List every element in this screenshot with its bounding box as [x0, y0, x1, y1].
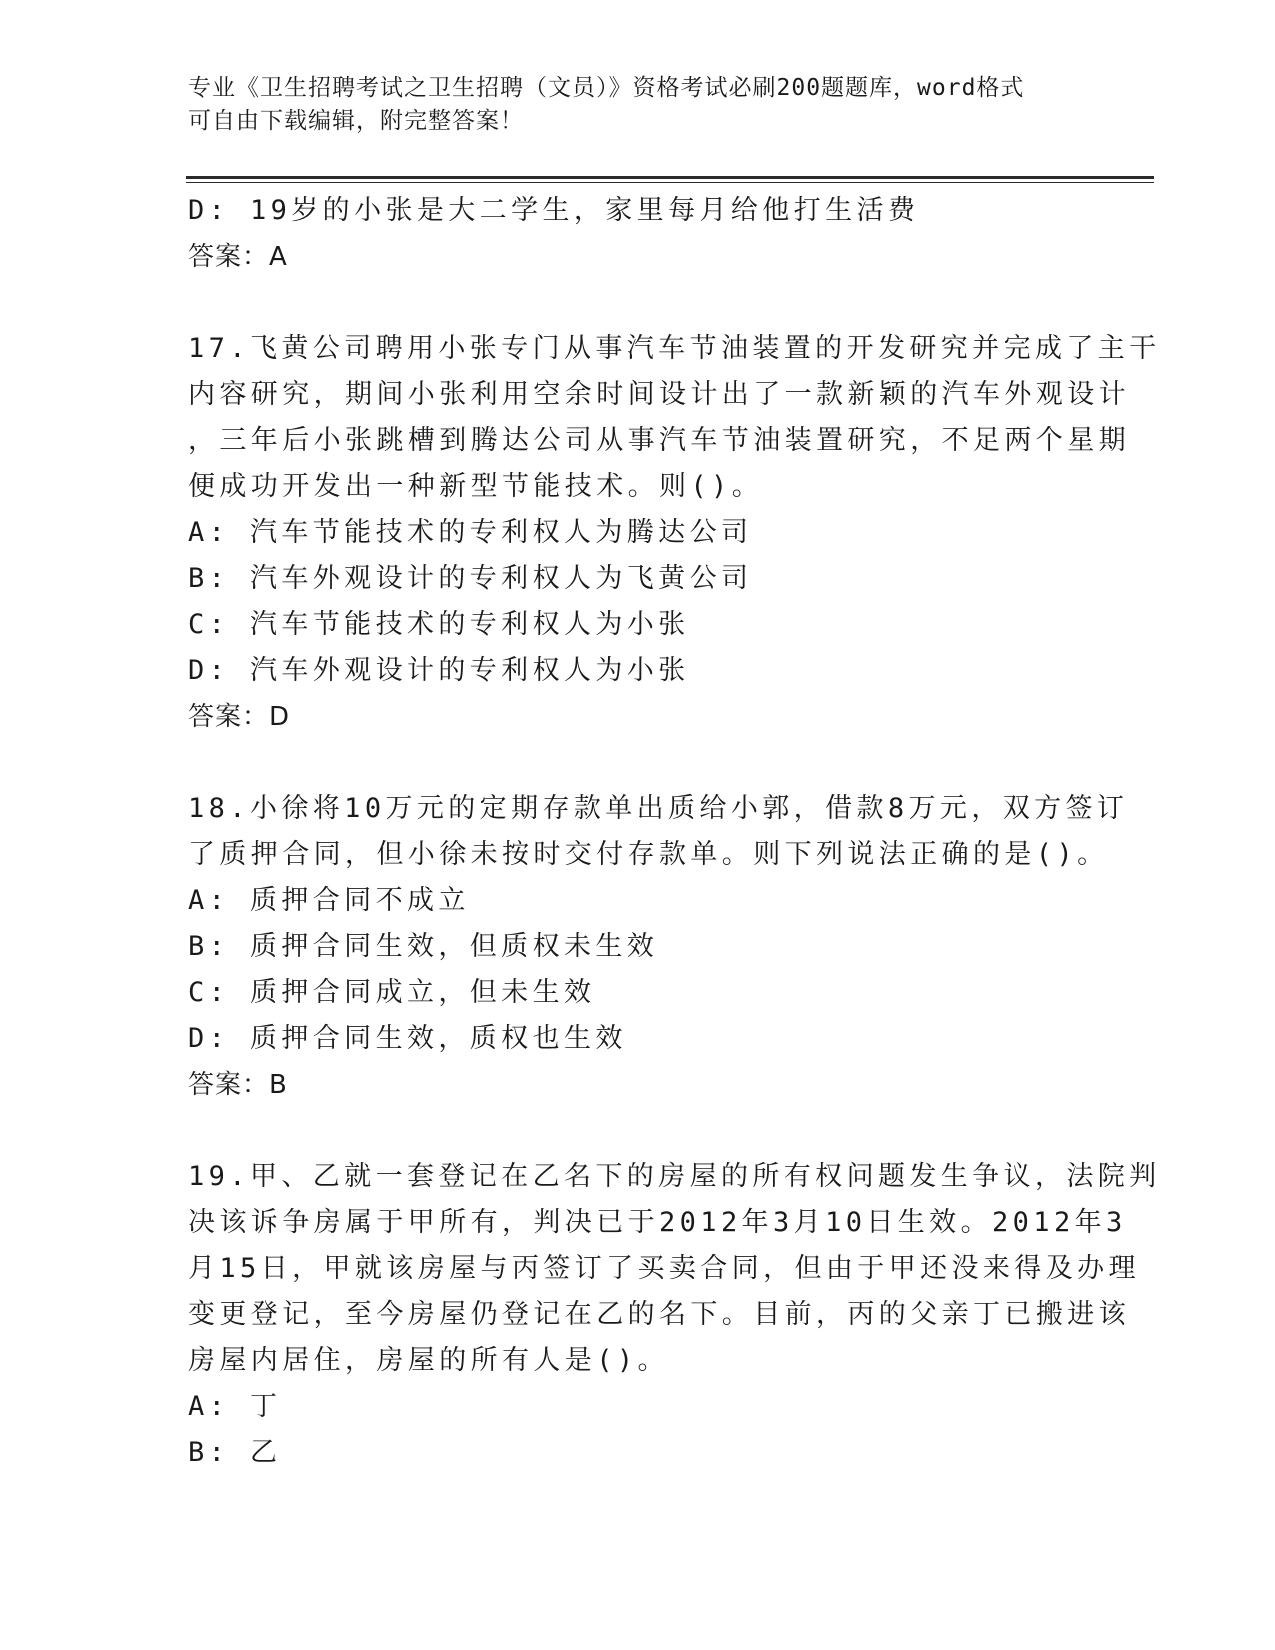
- question-text-line: 房屋内居住，房屋的所有人是()。: [188, 1345, 669, 1376]
- document-header: [188, 72, 1068, 138]
- option-d: D: 19岁的小张是大二学生，家里每月给他打生活费: [188, 195, 920, 226]
- question-19: [188, 1154, 1161, 1476]
- option-b: B: 质押合同生效，但质权未生效: [188, 931, 659, 962]
- question-text-line: 月15日，甲就该房屋与丙签订了买卖合同，但由于甲还没来得及办理: [188, 1253, 1140, 1284]
- question-text-line: 19.甲、乙就一套登记在乙名下的房屋的所有权问题发生争议，法院判: [188, 1161, 1161, 1192]
- spacer: [188, 1108, 1078, 1154]
- answer-line: 答案：D: [188, 702, 291, 732]
- option-d: D: 汽车外观设计的专利权人为小张: [188, 655, 690, 686]
- option-a: A: 汽车节能技术的专利权人为腾达公司: [188, 517, 753, 548]
- option-c: C: 汽车节能技术的专利权人为小张: [188, 609, 690, 640]
- header-line-2: 可自由下载编辑，附完整答案！: [188, 108, 524, 134]
- option-d: D: 质押合同生效，质权也生效: [188, 1023, 627, 1054]
- header-divider-thin: [186, 182, 1154, 183]
- question-18: [188, 786, 1129, 1108]
- question-text-line: 变更登记，至今房屋仍登记在乙的名下。目前，丙的父亲丁已搬进该: [188, 1299, 1130, 1330]
- option-c: C: 质押合同成立，但未生效: [188, 977, 596, 1008]
- option-b: B: 乙: [188, 1437, 282, 1468]
- question-17: [188, 326, 1161, 740]
- document-body: [188, 188, 1161, 1476]
- option-a: A: 质押合同不成立: [188, 885, 470, 916]
- header-line-1: 专业《卫生招聘考试之卫生招聘（文员）》资格考试必刷200题题库，word格式: [188, 75, 1025, 101]
- previous-question-tail: [188, 188, 1078, 280]
- question-text-line: 18.小徐将10万元的定期存款单出质给小郭，借款8万元，双方签订: [188, 793, 1129, 824]
- question-text-line: 了质押合同，但小徐未按时交付存款单。则下列说法正确的是()。: [188, 839, 1109, 870]
- header-divider-thick: [186, 176, 1154, 179]
- spacer: [188, 740, 1078, 786]
- question-text-line: 17.飞黄公司聘用小张专门从事汽车节油装置的开发研究并完成了主干: [188, 333, 1161, 364]
- answer-line: 答案：A: [188, 242, 288, 272]
- question-text-line: 内容研究，期间小张利用空余时间设计出了一款新颖的汽车外观设计: [188, 379, 1130, 410]
- spacer: [188, 280, 1078, 326]
- option-b: B: 汽车外观设计的专利权人为飞黄公司: [188, 563, 753, 594]
- question-text-line: ，三年后小张跳槽到腾达公司从事汽车节油装置研究，不足两个星期: [188, 425, 1130, 456]
- answer-line: 答案：B: [188, 1070, 288, 1100]
- option-a: A: 丁: [188, 1391, 282, 1422]
- question-text-line: 决该诉争房属于甲所有，判决已于2012年3月10日生效。2012年3: [188, 1207, 1127, 1238]
- question-text-line: 便成功开发出一种新型节能技术。则()。: [188, 471, 764, 502]
